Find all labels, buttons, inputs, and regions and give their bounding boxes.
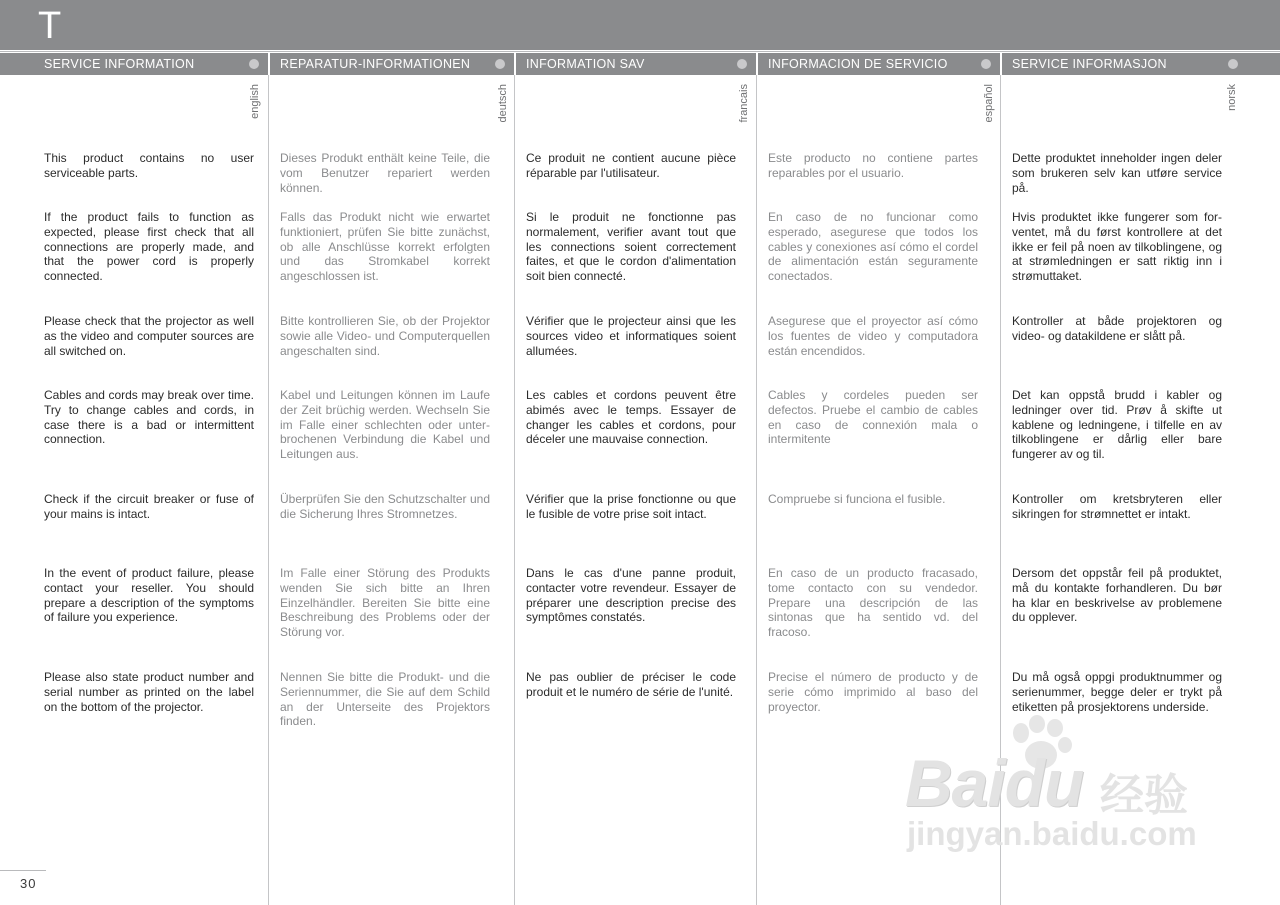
paragraph-no-serviceable-parts: This product contains no user serviceable parts. xyxy=(44,151,254,180)
paragraph-serial-number: Precise el número de producto y de serie cómo imprimido al baso del proyector. xyxy=(768,670,978,714)
column-divider xyxy=(514,75,515,905)
language-tag-norsk: norsk xyxy=(1226,84,1238,111)
paragraph-check-connections: Hvis produktet ikke fungerer som for-ventet, må du først kontrollere at det ikke er feil på noen av tilkoblingene, og at strømledningen er satt riktig inn i strømuttaket. xyxy=(1012,210,1222,284)
paragraph-contact-reseller: Dersom det oppstår feil på produktet, må du kontakte forhandleren. Du bør ha klar en beskrivelse av problemene du opplever. xyxy=(1012,566,1222,625)
section-letter: T xyxy=(38,5,62,47)
column-header-deutsch xyxy=(270,53,514,75)
paragraph-serial-number: Ne pas oublier de préciser le code produit et le numéro de série de l'unité. xyxy=(526,670,736,699)
column-header-title: INFORMACION DE SERVICIO xyxy=(768,57,948,71)
paragraph-fuse: Compruebe si funciona el fusible. xyxy=(768,492,946,506)
watermark-brand: Baidu xyxy=(905,746,1084,820)
paragraph-check-connections: If the product fails to function as expected, please first check that all connections are properly made, and that the power cord is properly connected. xyxy=(44,210,254,284)
paragraph-contact-reseller: En caso de un producto fracasado, tome contacto con su vendedor. Prepare una descripción de las sintonas que ha sentido vd. del fracoso. xyxy=(768,566,978,640)
paragraph-fuse: Vérifier que la prise fonctionne ou que le fusible de votre prise soit intact. xyxy=(526,492,736,521)
baidu-watermark xyxy=(905,715,1205,865)
column-divider xyxy=(756,75,757,905)
paragraph-contact-reseller: In the event of product failure, please contact your reseller. You should prepare a description of the symptoms of failure you experience. xyxy=(44,566,254,625)
paragraph-check-power-on: Please check that the projector as well as the video and computer sources are all switched on. xyxy=(44,314,254,358)
page-number-rule xyxy=(0,870,46,871)
paragraph-no-serviceable-parts: Este producto no contiene partes reparables por el usuario. xyxy=(768,151,978,180)
paragraph-no-serviceable-parts: Dieses Produkt enthält keine Teile, die vom Benutzer repariert werden können. xyxy=(280,151,490,195)
column-header-title: SERVICE INFORMATION xyxy=(44,57,195,71)
column-header-title: REPARATUR-INFORMATIONEN xyxy=(280,57,471,71)
paragraph-serial-number: Nennen Sie bitte die Produkt- und die Seriennummer, die Sie auf dem Schild an der Unterseite des Projektors finden. xyxy=(280,670,490,729)
language-tag-deutsch: deutsch xyxy=(497,84,509,123)
page-number: 30 xyxy=(20,876,37,891)
column-header-english xyxy=(0,53,268,75)
column-header-title: INFORMATION SAV xyxy=(526,57,645,71)
column-header-francais xyxy=(516,53,756,75)
paragraph-check-connections: En caso de no funcionar como esperado, asegurese que todos los cables y conexiones así cómo el cordel de alimentación están seguramente conectados. xyxy=(768,210,978,284)
column-header-norsk xyxy=(1002,53,1280,75)
paragraph-cables: Les cables et cordons peuvent être abimés avec le temps. Essayer de changer les cables et cordons, pour déceler une mauvaise connection. xyxy=(526,388,736,447)
header-dot-icon xyxy=(981,59,991,69)
paragraph-no-serviceable-parts: Ce produit ne contient aucune pièce réparable par l'utilisateur. xyxy=(526,151,736,180)
header-dot-icon xyxy=(249,59,259,69)
paragraph-cables: Kabel und Leitungen können im Laufe der Zeit brüchig werden. Wechseln Sie im Falle einer schlechten oder unter-brochenen Verbindung die Kabel und Leitungen aus. xyxy=(280,388,490,462)
paragraph-contact-reseller: Dans le cas d'une panne produit, contacter votre revendeur. Essayer de préparer une description precise des symptômes constatés. xyxy=(526,566,736,625)
watermark-brand-cn: 经验 xyxy=(1100,771,1188,820)
paragraph-check-power-on: Bitte kontrollieren Sie, ob der Projektor sowie alle Video- und Computerquellen angeschalten sind. xyxy=(280,314,490,358)
paragraph-contact-reseller: Im Falle einer Störung des Produkts wenden Sie sich bitte an Ihren Einzelhändler. Bereiten Sie bitte eine Beschreibung des Problems oder der Störung vor. xyxy=(280,566,490,640)
paragraph-cables: Cables y cordeles pueden ser defectos. Pruebe el cambio de cables en caso de connexión mala o intermitente xyxy=(768,388,978,447)
watermark-url: jingyan.baidu.com xyxy=(907,815,1197,852)
paragraph-fuse: Check if the circuit breaker or fuse of your mains is intact. xyxy=(44,492,254,521)
header-divider xyxy=(0,51,1280,52)
language-tag-francais: francais xyxy=(738,84,750,123)
paragraph-fuse: Kontroller om kretsbryteren eller sikringen for strømnettet er intakt. xyxy=(1012,492,1222,521)
header-dot-icon xyxy=(495,59,505,69)
paragraph-fuse: Überprüfen Sie den Schutzschalter und die Sicherung Ihres Stromnetzes. xyxy=(280,492,490,521)
language-tag-espanol: español xyxy=(983,84,995,123)
column-header-espanol xyxy=(758,53,1000,75)
paragraph-serial-number: Du må også oppgi produktnummer og serienummer, begge deler er trykt på etiketten på prosjektorens underside. xyxy=(1012,670,1222,714)
paragraph-check-connections: Si le produit ne fonctionne pas normalement, verifier avant tout que les connections soient correctement faites, et que le cordon d'alimentation soit bien connecté. xyxy=(526,210,736,284)
paragraph-no-serviceable-parts: Dette produktet inneholder ingen deler som brukeren selv kan utføre service på. xyxy=(1012,151,1222,195)
language-tag-english: english xyxy=(249,84,261,119)
paragraph-check-power-on: Kontroller at både projektoren og video- og datakildene er slått på. xyxy=(1012,314,1222,343)
top-banner xyxy=(0,0,1280,50)
column-divider xyxy=(268,75,269,905)
paragraph-check-power-on: Vérifier que le projecteur ainsi que les sources video et informatiques soient allumées. xyxy=(526,314,736,358)
paragraph-cables: Det kan oppstå brudd i kabler og ledninger over tid. Prøv å skifte ut kablene og ledningene, i tilfelle en av tilkoblingene er dårlig eller bare fungerer av og til. xyxy=(1012,388,1222,462)
paragraph-check-power-on: Asegurese que el proyector así cómo los fuentes de video y computadora están encendidos. xyxy=(768,314,978,358)
paragraph-serial-number: Please also state product number and serial number as printed on the label on the bottom of the projector. xyxy=(44,670,254,714)
header-dot-icon xyxy=(737,59,747,69)
column-header-title: SERVICE INFORMASJON xyxy=(1012,57,1167,71)
paragraph-cables: Cables and cords may break over time. Try to change cables and cords, in case there is a bad or intermittent connection. xyxy=(44,388,254,447)
paragraph-check-connections: Falls das Produkt nicht wie erwartet funktioniert, prüfen Sie bitte zunächst, ob alle Anschlüsse korrekt erfolgten und das Stromkabel korrekt angeschlossen ist. xyxy=(280,210,490,284)
header-dot-icon xyxy=(1228,59,1238,69)
